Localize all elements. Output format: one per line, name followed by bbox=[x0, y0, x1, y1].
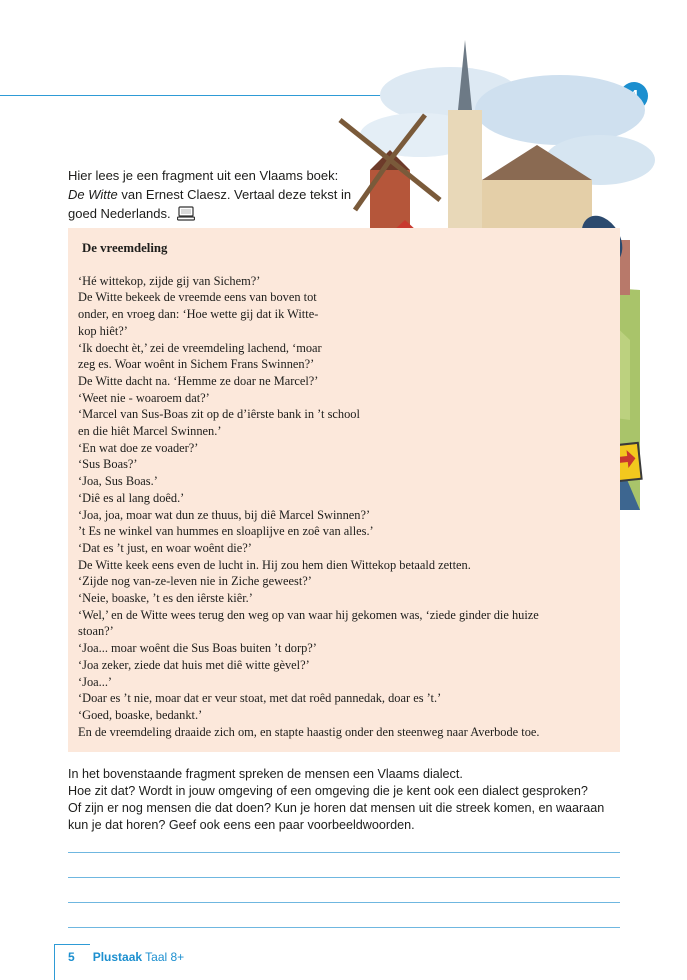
writing-line[interactable] bbox=[68, 927, 620, 928]
story-line: ‘Weet nie - woaroem dat?’ bbox=[78, 390, 210, 405]
writing-line[interactable] bbox=[68, 852, 620, 853]
story-line: ‘Diê es al lang doêd.’ bbox=[78, 490, 185, 505]
question bbox=[68, 766, 628, 834]
story-line: ‘Joa... moar woênt die Sus Boas buiten ’t dorp?’ bbox=[78, 641, 317, 656]
story-line: zeg es. Woar woênt in Sichem Frans Swinnen?’ bbox=[78, 357, 315, 372]
story-line: kop hiêt?’ bbox=[78, 323, 128, 338]
story-line: stoan?’ bbox=[78, 624, 114, 639]
story-line: De Witte keek eens even de lucht in. Hij zou hem dien Wittekop betaald zetten. bbox=[78, 557, 471, 572]
story-line: ‘Neie, boaske, ’t es den iêrste kiêr.’ bbox=[78, 591, 253, 606]
story-line: ‘Zijde nog van-ze-leven nie in Ziche geweest?’ bbox=[78, 574, 312, 589]
story bbox=[78, 240, 618, 740]
story-line: ‘Joa, joa, moar wat dun ze thuus, bij diê Marcel Swinnen?’ bbox=[78, 507, 371, 522]
story-line: en die hiêt Marcel Swinnen.’ bbox=[78, 424, 222, 439]
question-line: In het bovenstaande fragment spreken de mensen een Vlaams dialect. bbox=[68, 767, 463, 781]
intro-line-3 bbox=[68, 204, 368, 226]
footer-bar bbox=[54, 944, 55, 980]
book-title: De Witte bbox=[68, 187, 118, 202]
story-line: ‘En wat doe ze voader?’ bbox=[78, 440, 199, 455]
story-line: ‘Sus Boas?’ bbox=[78, 457, 138, 472]
story-line: En de vreemdeling draaide zich om, en stapte haastig onder den steenweg naar Averbode toe. bbox=[78, 724, 540, 739]
footer-series: Taal 8+ bbox=[142, 950, 185, 964]
question-line: Hoe zit dat? Wordt in jouw omgeving of een omgeving die je kent ook een dialect gesproken? bbox=[68, 784, 588, 798]
story-line: ‘Joa zeker, ziede dat huis met diê witte gèvel?’ bbox=[78, 657, 310, 672]
writing-line[interactable] bbox=[68, 902, 620, 903]
computer-icon bbox=[177, 206, 195, 226]
intro-line-1: Hier lees je een fragment uit een Vlaams boek: bbox=[68, 168, 339, 183]
story-line: ‘Marcel van Sus-Boas zit op de d’iêrste bank in ’t school bbox=[78, 407, 360, 422]
intro-line-2-rest: van Ernest Claesz. Vertaal deze tekst in bbox=[117, 187, 352, 202]
footer-rule bbox=[54, 944, 90, 945]
question-line: Of zijn er nog mensen die dat doen? Kun je horen dat mensen uit die streek komen, en waaraan bbox=[68, 801, 605, 815]
writing-line[interactable] bbox=[68, 877, 620, 878]
story-line: ‘Goed, boaske, bedankt.’ bbox=[78, 707, 203, 722]
story-line: ’t Es ne winkel van hummes en sloaplijve en zoê van alles.’ bbox=[78, 524, 374, 539]
page-number: 5 bbox=[68, 950, 75, 964]
intro-line-3-text: goed Nederlands. bbox=[68, 206, 171, 221]
story-line: ‘Dat es ’t just, en woar woênt die?’ bbox=[78, 540, 252, 555]
story-line: ‘Joa...’ bbox=[78, 674, 113, 689]
question-line: kun je dat horen? Geef ook eens een paar voorbeeldwoorden. bbox=[68, 818, 415, 832]
story-line: De Witte dacht na. ‘Hemme ze doar ne Marcel?’ bbox=[78, 373, 319, 388]
story-line: ‘Wel,’ en de Witte wees terug den weg op van waar hij gekomen was, ‘ziede ginder die huize bbox=[78, 607, 539, 622]
story-lines bbox=[78, 273, 618, 741]
story-title: De vreemdeling bbox=[82, 241, 168, 255]
intro-text bbox=[68, 166, 368, 226]
story-line: ‘Hé wittekop, zijde gij van Sichem?’ bbox=[78, 273, 261, 288]
story-line: ‘Joa, Sus Boas.’ bbox=[78, 474, 158, 489]
intro-line-2 bbox=[68, 185, 368, 204]
story-line: ‘Ik doecht èt,’ zei de vreemdeling lachend, ‘moar bbox=[78, 340, 322, 355]
story-line: De Witte bekeek de vreemde eens van boven tot bbox=[78, 290, 317, 305]
footer-brand: Plustaak bbox=[92, 950, 143, 964]
story-line: onder, en vroeg dan: ‘Hoe wette gij dat ik Witte- bbox=[78, 307, 319, 322]
footer bbox=[68, 950, 184, 964]
story-line: ‘Doar es ’t nie, moar dat er veur stoat, met dat roêd pannedak, doar es ’t.’ bbox=[78, 691, 442, 706]
